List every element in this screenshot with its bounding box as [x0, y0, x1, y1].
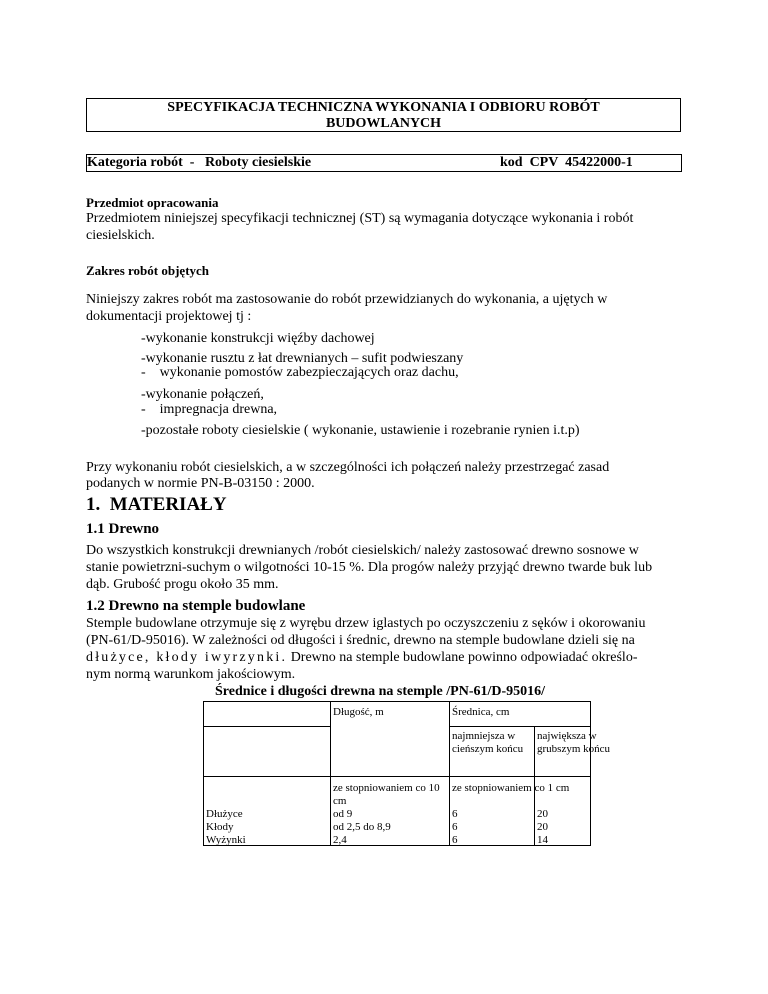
cpv-code: kod CPV 45422000-1 [500, 155, 633, 170]
row-max: 20 [537, 821, 548, 833]
row-min: 6 [452, 808, 458, 820]
header-min-1: najmniejsza w [452, 730, 516, 742]
props-line2: (PN-61/D-95016). W zależności od długości i średnic, drewno na stemple budowlane dzieli się na [86, 633, 635, 648]
props-line3-rest: Drewno na stemple budowlane powinno odpowiadać określo- [287, 650, 638, 665]
table-line [330, 701, 331, 846]
header-diameter: Średnica, cm [452, 706, 510, 718]
table-line [203, 845, 591, 846]
header-length: Długość, m [333, 706, 384, 718]
table-line [449, 701, 450, 846]
scope-line1: Niniejszy zakres robót ma zastosowanie do robót przewidzianych do wykonania, a ujętych w [86, 292, 608, 307]
row-length: od 2,5 do 8,9 [333, 821, 391, 833]
scope-note-line2: podanych w normie PN-B-03150 : 2000. [86, 476, 315, 491]
scope-item: - wykonanie pomostów zabezpieczających oraz dachu, [141, 365, 459, 380]
scope-item: -wykonanie konstrukcji więźby dachowej [141, 331, 375, 346]
table-line [449, 726, 591, 727]
scope-item: -wykonanie rusztu z łat drewnianych – sufit podwieszany [141, 351, 464, 366]
category-label: Kategoria robót - Roboty ciesielskie [87, 155, 312, 170]
wood-line3: dąb. Grubość progu około 35 mm. [86, 577, 279, 592]
subject-line2: ciesielskich. [86, 228, 155, 243]
scope-item: - impregnacja drewna, [141, 402, 278, 417]
row-name: Dłużyce [206, 808, 243, 820]
scope-line2: dokumentacji projektowej tj : [86, 309, 252, 324]
length-note-2: cm [333, 795, 347, 807]
scope-item: -pozostałe roboty ciesielskie ( wykonanie, ustawienie i rozebranie rynien i.t.p) [141, 423, 580, 438]
row-length: od 9 [333, 808, 353, 820]
row-min: 6 [452, 834, 458, 846]
header-min-2: cieńszym końcu [452, 743, 524, 755]
materials-heading: 1. MATERIAŁY [86, 494, 227, 515]
props-heading: 1.2 Drewno na stemple budowlane [86, 598, 306, 614]
wood-heading: 1.1 Drewno [86, 521, 160, 537]
row-name: Kłody [206, 821, 234, 833]
scope-heading: Zakres robót objętych [86, 263, 210, 278]
scope-note-line1: Przy wykonaniu robót ciesielskich, a w szczególności ich połączeń należy przestrzegać zasad [86, 460, 610, 475]
table-line [203, 701, 204, 846]
wood-line2: stanie powietrzni-suchym o wilgotności 10-15 %. Dla progów należy przyjąć drewno twarde buk lub [86, 560, 653, 575]
table-line [203, 701, 591, 702]
row-min: 6 [452, 821, 458, 833]
diameter-note: ze stopniowaniem co 1 cm [452, 782, 570, 794]
subject-heading: Przedmiot opracowania [86, 195, 219, 210]
header-max-2: grubszym końcu [537, 743, 611, 755]
length-note-1: ze stopniowaniem co 10 [333, 782, 440, 794]
table-title: Średnice i długości drewna na stemple /PN-61/D-95016/ [215, 684, 546, 699]
document-title-line2: BUDOWLANYCH [325, 116, 442, 131]
row-length: 2,4 [333, 834, 347, 846]
table-line [203, 726, 330, 727]
table-line [590, 701, 591, 846]
table-line [203, 776, 591, 777]
header-max-1: największa w [537, 730, 597, 742]
row-max: 14 [537, 834, 548, 846]
subject-line1: Przedmiotem niniejszej specyfikacji technicznej (ST) są wymagania dotyczące wykonania i robót [86, 211, 634, 226]
row-name: Wyżynki [206, 834, 246, 846]
props-line1: Stemple budowlane otrzymuje się z wyrębu drzew iglastych po oczyszczeniu z sęków i okorowaniu [86, 616, 646, 631]
props-line4: nym normą warunkom jakościowym. [86, 667, 296, 682]
row-max: 20 [537, 808, 548, 820]
scope-item: -wykonanie połączeń, [141, 387, 264, 402]
props-line3-spaced: dłużyce, kłody iwyrzynki. [86, 650, 288, 665]
wood-line1: Do wszystkich konstrukcji drewnianych /robót ciesielskich/ należy zastosować drewno sosnowe w [86, 543, 639, 558]
document-title-line1: SPECYFIKACJA TECHNICZNA WYKONANIA I ODBIORU ROBÓT [167, 100, 600, 115]
